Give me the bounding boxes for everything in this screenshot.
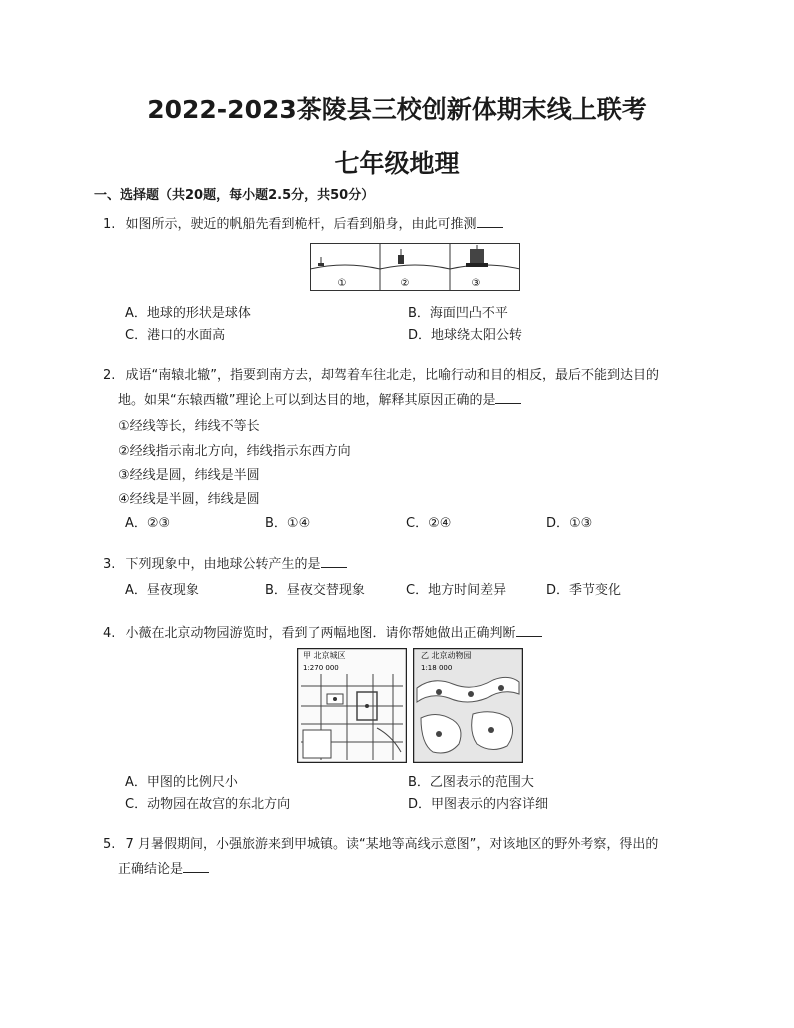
- question-number: 2.: [103, 368, 116, 383]
- answer-blank: [516, 624, 542, 637]
- option-d: D．季节变化: [546, 583, 622, 598]
- map-a-beijing-city: [297, 648, 407, 763]
- animal-icon: [498, 685, 504, 691]
- question-5: [103, 836, 658, 854]
- question-number: 1.: [103, 217, 116, 232]
- question-stem-line2: [118, 391, 521, 410]
- option-c: C．②④: [406, 516, 452, 531]
- ship-figure: [310, 243, 520, 291]
- option-b: B．①④: [265, 516, 311, 531]
- option-b: B．昼夜交替现象: [265, 583, 365, 598]
- option-c: C．地方时间差异: [406, 583, 507, 598]
- option-a: A．昼夜现象: [125, 583, 199, 598]
- question-stem: 下列现象中，由地球公转产生的是: [125, 557, 321, 572]
- answer-blank: [477, 215, 503, 228]
- question-stem-line2: [118, 860, 209, 879]
- question-stem: 小薇在北京动物园游览时，看到了两幅地图．请你帮她做出正确判断: [125, 626, 516, 641]
- option-a: A．②③: [125, 516, 171, 531]
- zoo-marker: [333, 697, 337, 701]
- option-d: D．甲图表示的内容详细: [408, 797, 549, 812]
- question-stem: 成语“南辕北辙”，指要到南方去，却驾着车往北走，比喻行动和目的相反，最后不能到达目的: [125, 368, 660, 383]
- animal-icon: [488, 727, 494, 733]
- question-stem: 7 月暑假期间，小强旅游来到甲城镇。读“某地等高线示意图”，对该地区的野外考察，得出的: [125, 837, 659, 852]
- map-a-title: 甲 北京城区: [303, 651, 346, 660]
- question-stem-continued: 地。如果“东辕西辙”理论上可以到达目的地，解释其原因正确的是: [118, 393, 496, 408]
- page-subtitle: 七年级地理: [334, 149, 460, 178]
- palace-marker: [365, 704, 369, 708]
- answer-blank: [495, 391, 521, 404]
- animal-icon: [436, 731, 442, 737]
- figure-label: ①: [337, 278, 347, 289]
- question-stem: 如图所示，驶近的帆船先看到桅杆，后看到船身，由此可推测: [125, 217, 477, 232]
- question-3: [103, 555, 347, 574]
- map-b-scale: 1:18 000: [421, 664, 453, 672]
- animal-icon: [436, 689, 442, 695]
- figure-label: ②: [400, 278, 410, 289]
- figure-label: ③: [471, 278, 481, 289]
- option-c: C．动物园在故宫的东北方向: [125, 797, 291, 812]
- question-number: 5.: [103, 837, 116, 852]
- answer-blank: [321, 555, 347, 568]
- option-b: B．海面凹凸不平: [408, 306, 508, 321]
- question-number: 3.: [103, 557, 116, 572]
- map-b-title: 乙 北京动物园: [421, 651, 472, 660]
- question-1: [103, 215, 503, 234]
- question-2: [103, 367, 659, 385]
- question-number: 4.: [103, 626, 116, 641]
- statement-2: ②经线指示南北方向，纬线指示东西方向: [118, 444, 351, 459]
- page-title: 2022-2023茶陵县三校创新体期末线上联考: [147, 95, 647, 124]
- option-d: D．①③: [546, 516, 593, 531]
- option-a: A．甲图的比例尺小: [125, 775, 238, 790]
- map-a-scale: 1:270 000: [303, 664, 339, 672]
- statement-1: ①经线等长，纬线不等长: [118, 419, 260, 434]
- option-b: B．乙图表示的范围大: [408, 775, 534, 790]
- question-4: [103, 624, 542, 643]
- map-b-beijing-zoo: [413, 648, 523, 763]
- question-stem-continued: 正确结论是: [118, 862, 184, 877]
- option-a: A．地球的形状是球体: [125, 306, 251, 321]
- option-c: C．港口的水面高: [125, 328, 226, 343]
- statement-3: ③经线是圆，纬线是半圆: [118, 468, 260, 483]
- answer-blank: [183, 860, 209, 873]
- section-heading: 一、选择题（共20题，每小题2.5分，共50分）: [94, 188, 375, 203]
- statement-4: ④经线是半圆，纬线是圆: [118, 492, 260, 507]
- animal-icon: [468, 691, 474, 697]
- option-d: D．地球绕太阳公转: [408, 328, 523, 343]
